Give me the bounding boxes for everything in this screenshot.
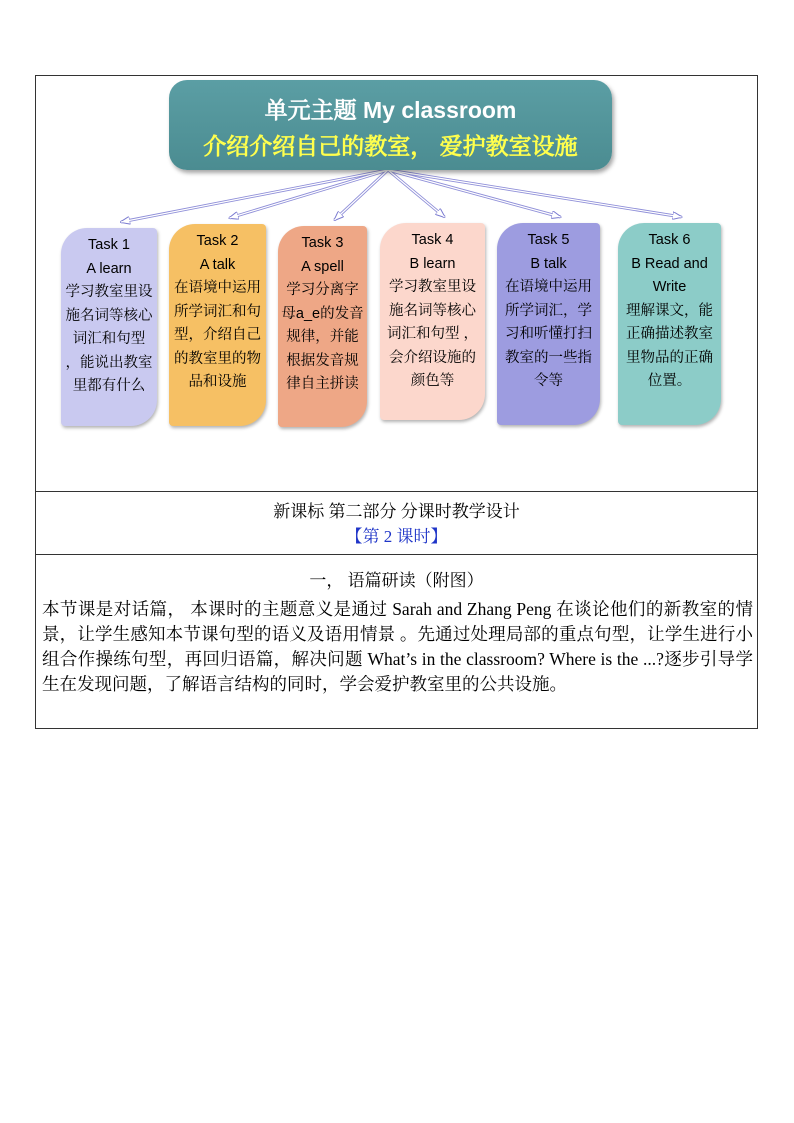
reading-paragraph: 本节课是对话篇， 本课时的主题意义是通过 Sarah and Zhang Peng 在谈论他们的新教室的情景，让学生感知本节课句型的语义及语用情景 。先通过处理局部的重点句型，让学生进行小组合作操练句型，再回归语篇，解决问题 What’s in the classroom? Where is the ...?逐步引导学生在发现问题，了解语言结构的同时，学会爱护教室里的公共设施。	[42, 599, 753, 694]
task-part: A spell	[301, 258, 344, 275]
row-divider	[36, 554, 757, 555]
task-description: 学习教室里设施名词等核心词汇和句型 ，能说出教室里都有什么	[65, 284, 153, 394]
task-name: Task 4	[411, 232, 454, 248]
task-card-4	[380, 223, 485, 420]
task-part: A talk	[199, 256, 236, 273]
unit-theme-title: 单元主题 My classroom	[264, 97, 517, 123]
document-table	[35, 75, 758, 729]
task-name: Task 2	[196, 233, 239, 249]
unit-theme-banner	[169, 80, 612, 170]
task-description: 在语境中运用所学词汇和句型，介绍自己的教室里的物品和设施	[174, 280, 261, 390]
task-part: A learn	[86, 260, 132, 277]
lesson-number: 【第 2 课时】	[345, 527, 448, 546]
task-name: Task 1	[88, 237, 130, 253]
task-description: 理解课文，能正确描述教室里物品的正确位置。	[626, 302, 713, 389]
task-card-2	[169, 224, 266, 426]
reading-heading: 一， 语篇研读（附图）	[309, 571, 484, 590]
task-card-1	[61, 228, 157, 426]
task-part: B talk	[530, 255, 567, 272]
task-card-3	[278, 226, 367, 427]
unit-theme-subtitle: 介绍介绍自己的教室， 爱护教室设施	[203, 133, 578, 159]
section-title: 新课标 第二部分 分课时教学设计	[273, 502, 520, 521]
task-part: B learn	[409, 255, 456, 272]
task-card-6	[618, 223, 721, 425]
task-description: 在语境中运用所学词汇，学习和听懂打扫教室的一些指令等	[505, 279, 592, 389]
task-name: Task 6	[648, 232, 691, 248]
row-divider	[36, 491, 757, 492]
arrow-to-task-1	[121, 170, 388, 222]
task-description: 学习教室里设施名词等核心词汇和句型 ，会介绍设施的颜色等	[386, 279, 479, 389]
task-part: B Read and Write	[631, 255, 708, 295]
task-description: 学习分离字母a_e的发音规律，并能根据发音规律自主拼读	[281, 282, 364, 392]
task-name: Task 5	[527, 232, 570, 248]
task-name: Task 3	[301, 235, 344, 251]
task-card-5	[497, 223, 600, 425]
